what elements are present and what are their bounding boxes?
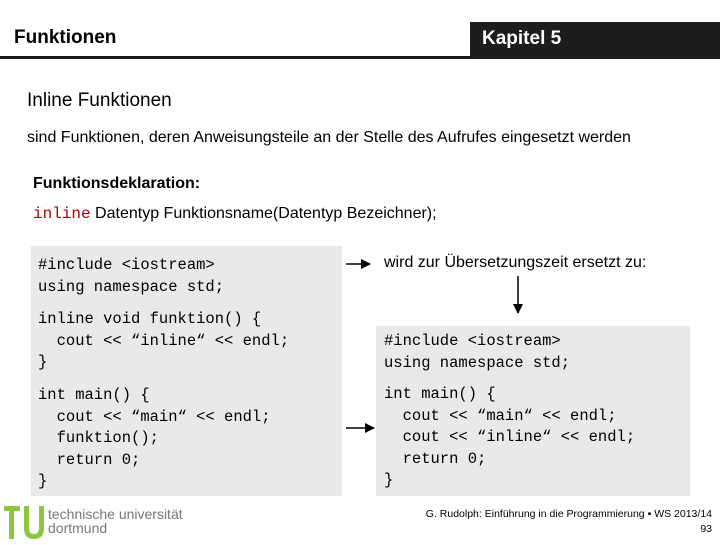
tu-logo-icon — [2, 504, 46, 540]
substitution-note: wird zur Übersetzungszeit ersetzt zu: — [384, 254, 647, 271]
expanded-include-block: #include <iostream> using namespace std; — [384, 332, 571, 372]
code-inline-function: inline void funktion() { cout << “inline“ << endl; } — [38, 310, 290, 371]
slide-subtitle: sind Funktionen, deren Anweisungsteile an der Stelle des Aufrufes eingesetzt werden — [27, 129, 631, 146]
inline-keyword: inline — [33, 205, 91, 223]
section-title: Funktionen — [14, 27, 117, 48]
university-name: technische universität dortmund — [48, 506, 183, 536]
footer-credit: G. Rudolph: Einführung in die Programmierung ▪ WS 2013/14 — [425, 508, 712, 520]
expanded-main-function: int main() { cout << “main“ << endl; cout << “inline“ << endl; return 0; } — [384, 385, 636, 489]
declaration-label: Funktionsdeklaration: — [33, 175, 201, 192]
chapter-label: Kapitel 5 — [482, 28, 562, 49]
code-main-function: int main() { cout << “main“ << endl; funktion(); return 0; } — [38, 386, 271, 490]
page-number: 93 — [700, 523, 712, 535]
code-include-block: #include <iostream> using namespace std; — [38, 256, 225, 296]
declaration-rest: Datentyp Funktionsname(Datentyp Bezeichner); — [90, 205, 437, 222]
slide-title: Inline Funktionen — [27, 90, 172, 111]
